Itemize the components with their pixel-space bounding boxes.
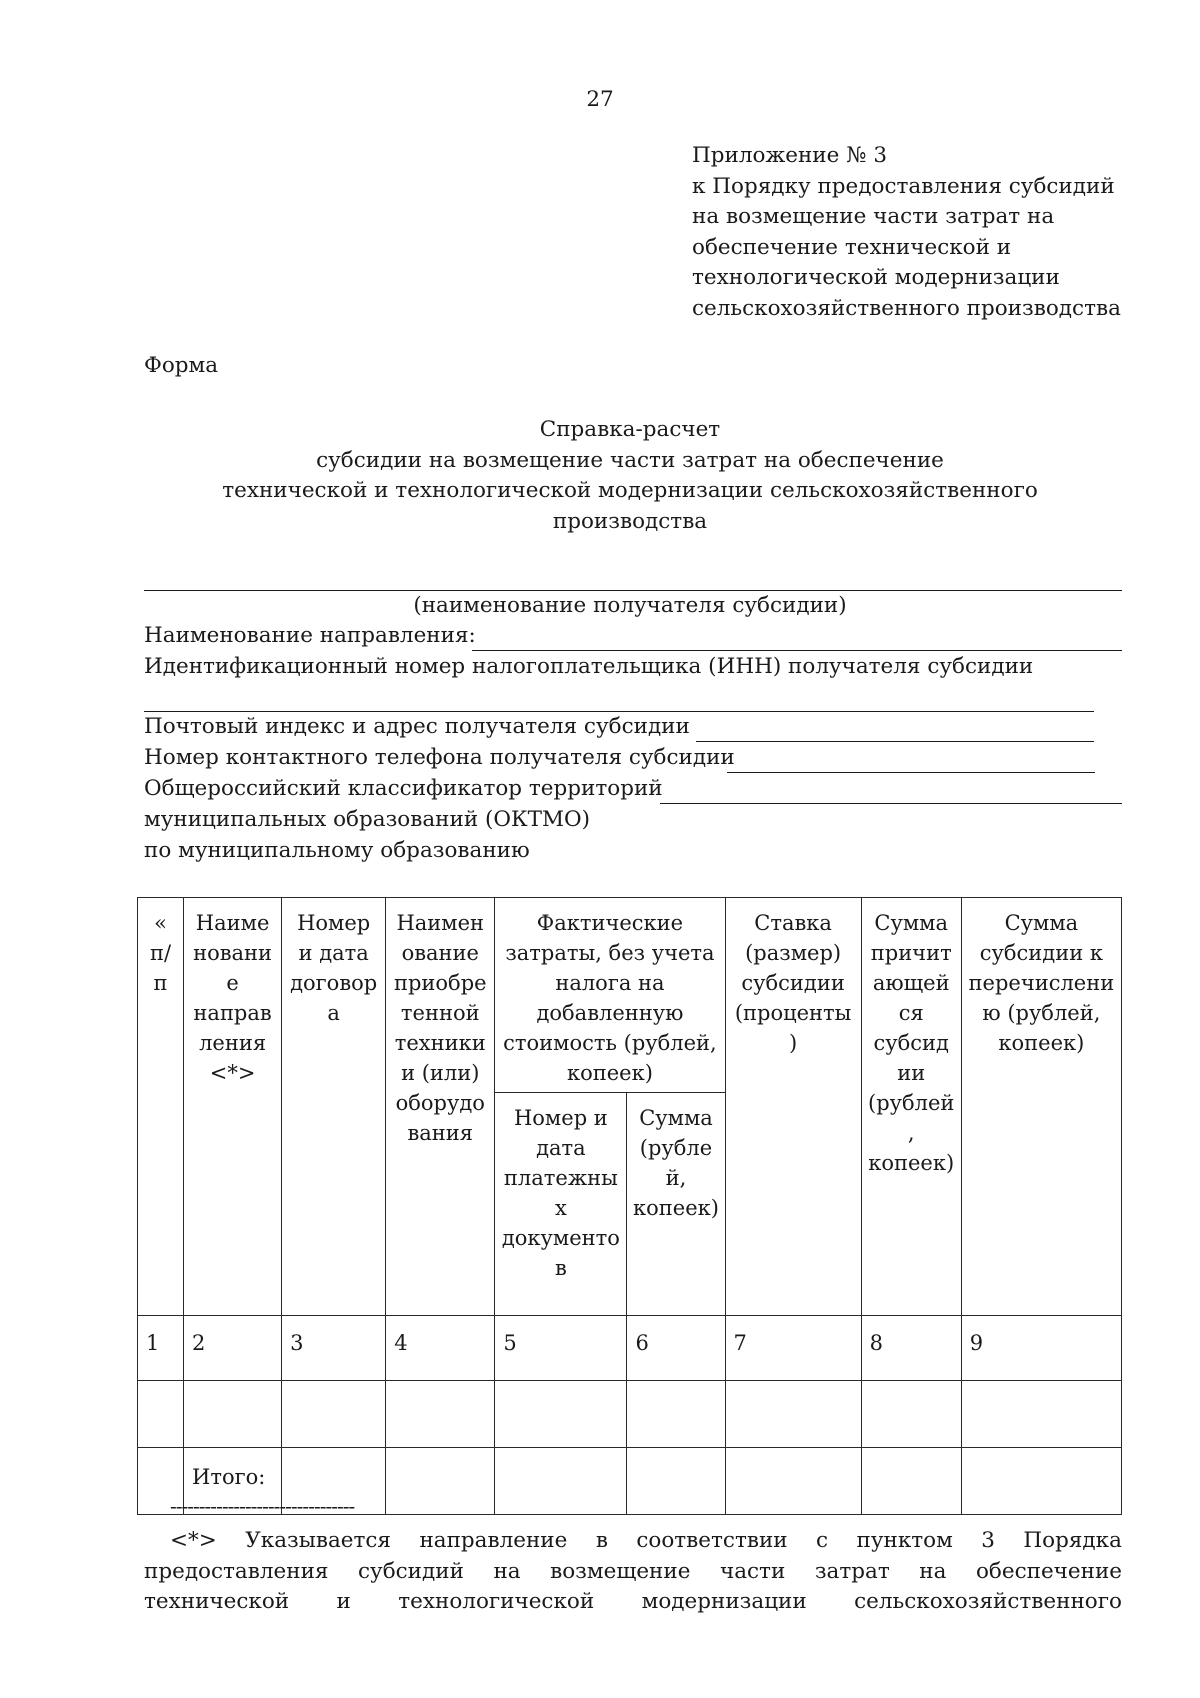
table-cell[interactable]: [861, 1381, 961, 1448]
direction-label: Наименование направления:: [144, 623, 476, 648]
header-payment-docs: Номер и дата платежны х документо в: [495, 1093, 627, 1316]
appendix-line: Приложение № 3: [692, 143, 888, 168]
table-cell[interactable]: [725, 1381, 861, 1448]
postal-label: Почтовый индекс и адрес получателя субсидии: [144, 714, 690, 739]
recipient-name-blank[interactable]: [144, 590, 1122, 591]
footnote-word: Порядка: [1023, 1528, 1122, 1553]
appendix-line: на возмещение части затрат на: [692, 204, 1055, 229]
table-cell[interactable]: [627, 1381, 725, 1448]
form-label: Форма: [144, 353, 219, 378]
footnote-word: обеспечение: [975, 1558, 1122, 1584]
footnote-word: пунктом: [856, 1528, 953, 1553]
document-title: [0, 415, 1200, 537]
title-line: производства: [552, 508, 708, 534]
footnote-word: субсидий: [358, 1558, 464, 1584]
column-number: 4: [386, 1316, 495, 1381]
table-cell[interactable]: [495, 1381, 627, 1448]
table-row: [138, 1381, 1122, 1448]
appendix-header: [692, 141, 1121, 324]
inn-blank[interactable]: [144, 711, 1094, 712]
table-cell[interactable]: [386, 1448, 495, 1515]
footnote-word: в: [595, 1528, 608, 1553]
footnote-word: на: [919, 1558, 947, 1584]
appendix-line: сельскохозяйственного производства: [692, 295, 1121, 321]
footnote-line: [144, 1526, 1122, 1557]
column-number: 8: [861, 1316, 961, 1381]
table-cell[interactable]: [386, 1381, 495, 1448]
footnote-word: направление: [419, 1528, 568, 1553]
direction-blank[interactable]: [472, 650, 1122, 651]
table-cell[interactable]: [282, 1381, 386, 1448]
header-actual-costs: Фактические затраты, без учета налога на добавленную стоимость (рублей, копеек): [495, 898, 725, 1093]
title-line: Справка-расчет: [539, 417, 721, 442]
footnote-word: модернизации: [641, 1589, 807, 1614]
total-label: Итого:: [184, 1448, 282, 1515]
footnote-word: части: [719, 1558, 786, 1584]
appendix-line: обеспечение технической и: [692, 234, 1012, 260]
title-line: технической и технологической модернизации сельскохозяйственного: [222, 478, 1038, 503]
table-cell[interactable]: [495, 1448, 627, 1515]
footnote-word: с: [816, 1528, 829, 1553]
column-number: 9: [961, 1316, 1121, 1381]
title-line: субсидии на возмещение части затрат на обеспечение: [316, 447, 944, 473]
footnote-word: на: [493, 1558, 521, 1584]
footnote-separator: --------------------------------: [170, 1494, 355, 1518]
footnote-line: [144, 1587, 1122, 1618]
appendix-line: к Порядку предоставления субсидий: [692, 173, 1115, 199]
footnote-word: технологической: [398, 1589, 595, 1614]
header-contract: Номер и дата договор а: [282, 898, 386, 1316]
postal-blank[interactable]: [696, 741, 1094, 742]
column-number: 1: [138, 1316, 184, 1381]
footnote-word: Указывается: [245, 1528, 391, 1553]
inn-label: Идентификационный номер налогоплательщика (ИНН) получателя субсидии: [144, 654, 1034, 679]
header-equipment-name: Наимен ование приобре тенной техники и (или) оборудо вания: [386, 898, 495, 1316]
footnote-word: <*>: [170, 1528, 217, 1553]
subsidy-table: [137, 897, 1122, 1515]
appendix-line: технологической модернизации: [692, 265, 1060, 290]
oktmo-label-line2: муниципальных образований (ОКТМО): [144, 807, 591, 832]
footnote-word: соответствии: [636, 1528, 788, 1553]
footnote-word: сельскохозяйственного: [854, 1589, 1122, 1614]
column-number: 7: [725, 1316, 861, 1381]
footnote-word: 3: [981, 1528, 995, 1553]
oktmo-blank[interactable]: [660, 803, 1122, 804]
page-number: 27: [586, 87, 614, 112]
column-number: 6: [627, 1316, 725, 1381]
header-subsidy-transfer: Сумма субсидии к перечислени ю (рублей, копеек): [961, 898, 1121, 1316]
column-number: 2: [184, 1316, 282, 1381]
phone-blank[interactable]: [727, 772, 1095, 773]
footnote-word: и: [336, 1589, 351, 1614]
footnote-line: [144, 1557, 1122, 1588]
footnote-word: возмещение: [550, 1558, 691, 1584]
header-row-number: « п/ п: [138, 898, 184, 1316]
header-subsidy-due: Сумма причит ающей ся субсид ии (рублей , копеек): [861, 898, 961, 1316]
header-direction-name: Наиме новани е направ ления <*>: [184, 898, 282, 1316]
table-cell[interactable]: [725, 1448, 861, 1515]
table-cell[interactable]: [184, 1381, 282, 1448]
header-payment-sum: Сумма (рубле й, копеек): [627, 1093, 725, 1316]
phone-label: Номер контактного телефона получателя субсидии: [144, 745, 735, 770]
table-cell[interactable]: [961, 1448, 1121, 1515]
oktmo-label: Общероссийский классификатор территорий: [144, 776, 663, 801]
footnote-word: предоставления: [144, 1558, 329, 1584]
footnote: [144, 1526, 1122, 1618]
table-cell[interactable]: [961, 1381, 1121, 1448]
footnote-word: затрат: [814, 1558, 890, 1584]
table-row: [138, 1316, 1122, 1381]
footnote-word: технической: [144, 1589, 290, 1614]
table-cell[interactable]: [627, 1448, 725, 1515]
oktmo-label-line3: по муниципальному образованию: [144, 838, 530, 863]
table-cell[interactable]: [861, 1448, 961, 1515]
header-subsidy-rate: Ставка (размер) субсидии (проценты ): [725, 898, 861, 1316]
column-number: 3: [282, 1316, 386, 1381]
column-number: 5: [495, 1316, 627, 1381]
table-cell[interactable]: [138, 1381, 184, 1448]
recipient-caption: (наименование получателя субсидии): [413, 593, 847, 618]
